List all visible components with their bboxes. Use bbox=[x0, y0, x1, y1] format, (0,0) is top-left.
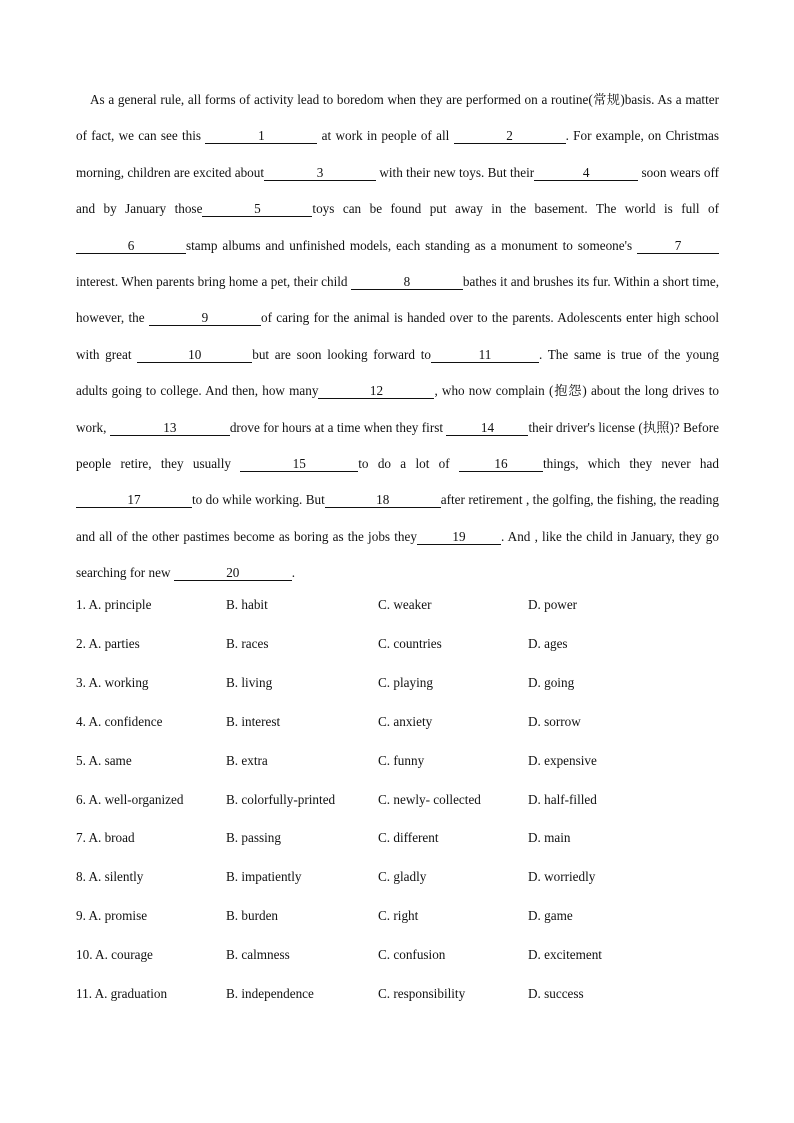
question-options-row bbox=[76, 858, 719, 897]
question-options-row bbox=[76, 586, 719, 625]
option-b: B. colorfully-printed bbox=[226, 791, 336, 807]
question-options-row bbox=[76, 897, 719, 936]
passage-text: . For example, on Christmas morning, children are excited about bbox=[76, 128, 719, 180]
option-c: C. different bbox=[378, 830, 439, 846]
blank-5: 5 bbox=[202, 202, 312, 217]
option-a: 1. A. principle bbox=[76, 597, 152, 613]
passage-text: stamp albums and unfinished models, each standing as a monument to someone's bbox=[186, 237, 637, 253]
passage-text: soon wears off and by January those bbox=[76, 164, 719, 217]
option-c: C. weaker bbox=[378, 597, 432, 613]
option-a: 3. A. working bbox=[76, 675, 149, 691]
option-a: 6. A. well-organized bbox=[76, 791, 184, 807]
passage-text: things, which they never had bbox=[542, 456, 719, 472]
option-a: 4. A. confidence bbox=[76, 713, 163, 729]
blank-19: 19 bbox=[417, 530, 501, 545]
blank-1: 1 bbox=[205, 129, 317, 144]
option-b: B. extra bbox=[226, 752, 268, 768]
blank-17: 17 bbox=[76, 493, 192, 508]
passage-text: their driver's license (执照)? Before people retire, they usually bbox=[76, 419, 720, 472]
passage-text: but are soon looking forward to bbox=[252, 346, 431, 362]
option-a: 11. A. graduation bbox=[76, 985, 168, 1001]
question-options-row bbox=[76, 936, 719, 975]
blank-2: 2 bbox=[454, 129, 566, 144]
passage-text: , who now complain (抱怨) about the long drives to work, bbox=[76, 383, 719, 435]
passage-text: . The same is true of the young adults going to college. And then, how many bbox=[76, 346, 719, 399]
question-options-row bbox=[76, 780, 719, 819]
blank-8: 8 bbox=[351, 275, 463, 290]
option-b: B. impatiently bbox=[226, 869, 302, 885]
option-a: 10. A. courage bbox=[76, 947, 153, 963]
passage-text: . bbox=[291, 565, 296, 581]
option-d: D. main bbox=[528, 830, 571, 846]
blank-13: 13 bbox=[110, 421, 230, 436]
option-c: C. right bbox=[378, 908, 419, 924]
option-d: D. expensive bbox=[528, 752, 597, 768]
blank-3: 3 bbox=[264, 166, 376, 181]
question-options-row bbox=[76, 974, 719, 1013]
passage-text: bathes it and brushes its fur. Within a short time, however, the bbox=[76, 274, 720, 326]
blank-20: 20 bbox=[174, 566, 292, 581]
option-a: 5. A. same bbox=[76, 752, 132, 768]
question-options-row bbox=[76, 741, 719, 780]
blank-14: 14 bbox=[446, 421, 528, 436]
option-c: C. responsibility bbox=[378, 985, 466, 1001]
option-c: C. newly- collected bbox=[378, 791, 481, 807]
option-c: C. anxiety bbox=[378, 713, 433, 729]
option-c: C. funny bbox=[378, 752, 425, 768]
passage-text: drove for hours at a time when they first bbox=[229, 419, 447, 435]
blank-6: 6 bbox=[76, 239, 186, 254]
blank-12: 12 bbox=[318, 384, 434, 399]
answer-options bbox=[76, 586, 719, 1013]
blank-16: 16 bbox=[459, 457, 543, 472]
cloze-passage bbox=[76, 82, 719, 592]
option-d: D. success bbox=[528, 985, 584, 1001]
passage-text: to do a lot of bbox=[358, 456, 459, 472]
blank-11: 11 bbox=[431, 348, 539, 363]
passage-text: at work in people of all bbox=[317, 128, 454, 144]
option-c: C. playing bbox=[378, 675, 433, 691]
option-c: C. countries bbox=[378, 636, 442, 652]
option-b: B. calmness bbox=[226, 947, 290, 963]
option-d: D. excitement bbox=[528, 947, 602, 963]
option-d: D. sorrow bbox=[528, 713, 581, 729]
passage-text: of caring for the animal is handed over to the parents. Adolescents enter high school with great bbox=[76, 310, 719, 362]
option-b: B. burden bbox=[226, 908, 279, 924]
question-options-row bbox=[76, 703, 719, 742]
option-a: 7. A. broad bbox=[76, 830, 135, 846]
passage-text: with their new toys. But their bbox=[376, 164, 535, 180]
passage-text: toys can be found put away in the basement. The world is full of bbox=[312, 201, 719, 217]
blank-9: 9 bbox=[149, 311, 261, 326]
option-d: D. half-filled bbox=[528, 791, 597, 807]
option-d: D. power bbox=[528, 597, 578, 613]
passage-text: As a general rule, all forms of activity lead to boredom when they are performed on a routine(常规)basis. As a matter of fact, we can see this bbox=[76, 92, 719, 144]
passage-text: interest. When parents bring home a pet, their child bbox=[76, 274, 351, 290]
option-a: 9. A. promise bbox=[76, 908, 148, 924]
option-c: C. gladly bbox=[378, 869, 427, 885]
option-b: B. passing bbox=[226, 830, 281, 846]
passage-text: . And , like the child in January, they go searching for new bbox=[76, 528, 719, 581]
blank-10: 10 bbox=[137, 348, 252, 363]
question-options-row bbox=[76, 664, 719, 703]
option-b: B. interest bbox=[226, 713, 281, 729]
blank-18: 18 bbox=[325, 493, 441, 508]
option-b: B. independence bbox=[226, 985, 314, 1001]
option-a: 2. A. parties bbox=[76, 636, 140, 652]
passage-paragraph bbox=[76, 82, 719, 592]
option-b: B. races bbox=[226, 636, 269, 652]
question-options-row bbox=[76, 819, 719, 858]
passage-text: to do while working. But bbox=[192, 492, 325, 508]
option-d: D. ages bbox=[528, 636, 568, 652]
option-d: D. game bbox=[528, 908, 573, 924]
option-d: D. worriedly bbox=[528, 869, 596, 885]
blank-7: 7 bbox=[637, 239, 719, 254]
option-a: 8. A. silently bbox=[76, 869, 144, 885]
option-c: C. confusion bbox=[378, 947, 446, 963]
option-d: D. going bbox=[528, 675, 575, 691]
blank-15: 15 bbox=[240, 457, 358, 472]
question-options-row bbox=[76, 625, 719, 664]
option-b: B. living bbox=[226, 675, 273, 691]
passage-text: after retirement , the golfing, the fishing, the reading and all of the other pastimes become as boring as the jobs they bbox=[76, 492, 719, 544]
option-b: B. habit bbox=[226, 597, 268, 613]
blank-4: 4 bbox=[534, 166, 638, 181]
